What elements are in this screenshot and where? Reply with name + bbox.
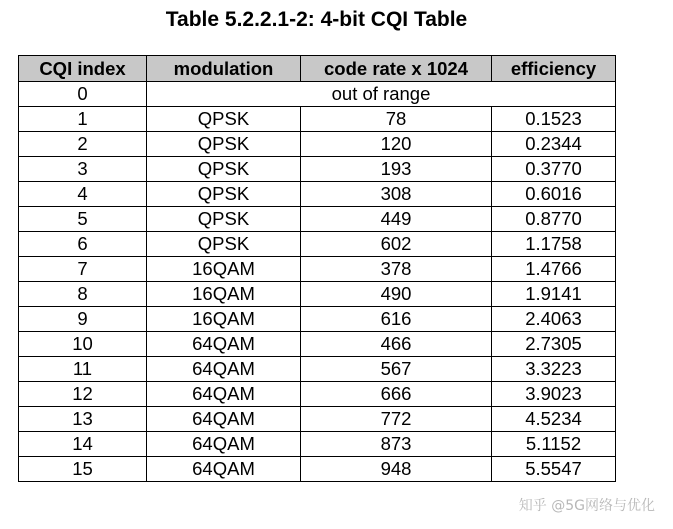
cell-efficiency: 0.3770 — [492, 157, 616, 182]
cell-out-of-range: out of range — [147, 82, 616, 107]
cell-code-rate: 120 — [301, 132, 492, 157]
table-row — [19, 407, 616, 432]
cell-code-rate: 490 — [301, 282, 492, 307]
cell-modulation: QPSK — [147, 182, 301, 207]
cell-cqi-index: 1 — [19, 107, 147, 132]
cell-code-rate: 378 — [301, 257, 492, 282]
cell-efficiency: 0.1523 — [492, 107, 616, 132]
cell-cqi-index: 4 — [19, 182, 147, 207]
cell-efficiency: 5.5547 — [492, 457, 616, 482]
header-row — [19, 56, 616, 82]
table-row — [19, 182, 616, 207]
cell-efficiency: 5.1152 — [492, 432, 616, 457]
cell-modulation: 16QAM — [147, 282, 301, 307]
cell-cqi-index: 10 — [19, 332, 147, 357]
cell-efficiency: 2.4063 — [492, 307, 616, 332]
cell-cqi-index: 15 — [19, 457, 147, 482]
cell-efficiency: 3.9023 — [492, 382, 616, 407]
cell-cqi-index: 9 — [19, 307, 147, 332]
table-row — [19, 307, 616, 332]
table-row — [19, 432, 616, 457]
watermark: 知乎 @5G网络与优化 — [518, 498, 655, 514]
cell-code-rate: 193 — [301, 157, 492, 182]
cell-cqi-index: 13 — [19, 407, 147, 432]
table-header — [19, 56, 616, 82]
cell-modulation: QPSK — [147, 132, 301, 157]
cell-code-rate: 308 — [301, 182, 492, 207]
table-row — [19, 357, 616, 382]
cell-efficiency: 0.8770 — [492, 207, 616, 232]
cell-code-rate: 948 — [301, 457, 492, 482]
cell-cqi-index: 2 — [19, 132, 147, 157]
cell-code-rate: 616 — [301, 307, 492, 332]
cell-code-rate: 602 — [301, 232, 492, 257]
table-row — [19, 457, 616, 482]
cell-modulation: 64QAM — [147, 457, 301, 482]
cell-cqi-index: 11 — [19, 357, 147, 382]
table-row-out-of-range — [19, 82, 616, 107]
cell-code-rate: 873 — [301, 432, 492, 457]
cell-modulation: 64QAM — [147, 332, 301, 357]
table-row — [19, 157, 616, 182]
header-efficiency: efficiency — [492, 56, 616, 82]
table-body — [19, 82, 616, 482]
cell-code-rate: 449 — [301, 207, 492, 232]
cell-modulation: QPSK — [147, 107, 301, 132]
cell-cqi-index: 12 — [19, 382, 147, 407]
cell-modulation: QPSK — [147, 157, 301, 182]
cell-code-rate: 567 — [301, 357, 492, 382]
cell-modulation: QPSK — [147, 207, 301, 232]
cell-code-rate: 466 — [301, 332, 492, 357]
table-row — [19, 232, 616, 257]
cell-efficiency: 1.9141 — [492, 282, 616, 307]
cell-modulation: 16QAM — [147, 257, 301, 282]
cell-code-rate: 666 — [301, 382, 492, 407]
cell-cqi-index: 7 — [19, 257, 147, 282]
cell-efficiency: 4.5234 — [492, 407, 616, 432]
table-row — [19, 132, 616, 157]
table-row — [19, 257, 616, 282]
cell-efficiency: 3.3223 — [492, 357, 616, 382]
cell-efficiency: 0.6016 — [492, 182, 616, 207]
cell-code-rate: 78 — [301, 107, 492, 132]
cell-efficiency: 0.2344 — [492, 132, 616, 157]
cell-cqi-index: 5 — [19, 207, 147, 232]
cell-modulation: 64QAM — [147, 407, 301, 432]
header-code-rate: code rate x 1024 — [301, 56, 492, 82]
cell-cqi-index: 6 — [19, 232, 147, 257]
table-row — [19, 332, 616, 357]
table-caption: Table 5.2.2.1-2: 4-bit CQI Table — [165, 8, 468, 31]
cell-efficiency: 2.7305 — [492, 332, 616, 357]
cqi-table — [18, 55, 616, 482]
cell-modulation: 16QAM — [147, 307, 301, 332]
cell-cqi-index: 14 — [19, 432, 147, 457]
cell-cqi-index: 0 — [19, 82, 147, 107]
cell-cqi-index: 3 — [19, 157, 147, 182]
cell-cqi-index: 8 — [19, 282, 147, 307]
cell-modulation: 64QAM — [147, 357, 301, 382]
table-row — [19, 207, 616, 232]
table-row — [19, 107, 616, 132]
header-cqi-index: CQI index — [19, 56, 147, 82]
cell-efficiency: 1.4766 — [492, 257, 616, 282]
cell-efficiency: 1.1758 — [492, 232, 616, 257]
cell-modulation: QPSK — [147, 232, 301, 257]
cell-code-rate: 772 — [301, 407, 492, 432]
table-row — [19, 382, 616, 407]
header-modulation: modulation — [147, 56, 301, 82]
table-row — [19, 282, 616, 307]
cell-modulation: 64QAM — [147, 432, 301, 457]
cell-modulation: 64QAM — [147, 382, 301, 407]
